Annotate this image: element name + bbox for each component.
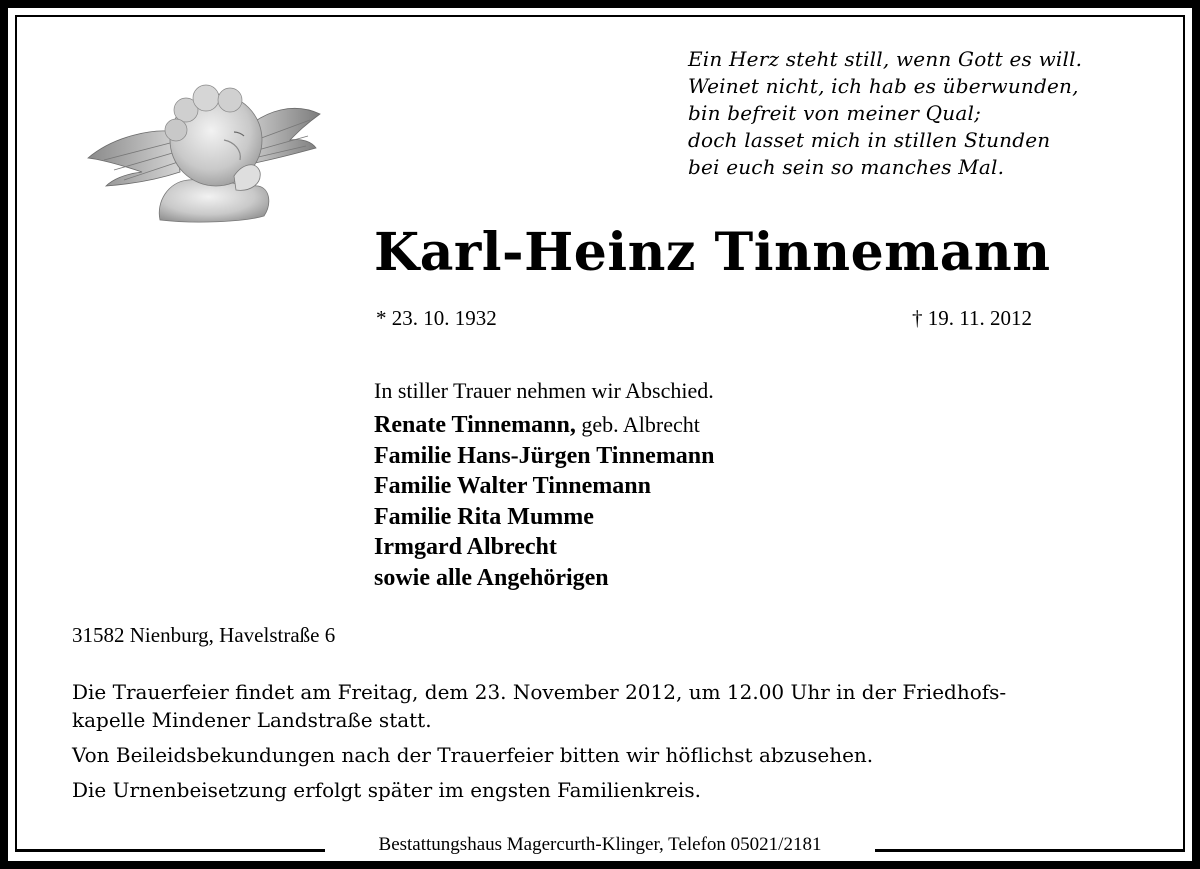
poem-line: doch lasset mich in stillen Stunden — [688, 128, 1051, 152]
footer-rule-right — [873, 850, 1185, 852]
mourner-item — [374, 502, 715, 533]
ceremony-line: Die Trauerfeier findet am Freitag, dem 23. November 2012, um 12.00 Uhr in der Friedhofs- — [72, 680, 1007, 704]
ceremony-paragraph — [72, 678, 1152, 734]
footer — [0, 834, 1200, 858]
deceased-name: Karl-Heinz Tinnemann — [374, 222, 1051, 283]
mourner-name: sowie alle Angehörigen — [374, 564, 609, 591]
mourner-list — [374, 410, 715, 593]
mourner-item — [374, 441, 715, 472]
mourner-name: Familie Walter Tinnemann — [374, 473, 651, 499]
poem-line: Weinet nicht, ich hab es überwunden, — [688, 74, 1079, 98]
mourner-name: Familie Rita Mumme — [374, 503, 594, 530]
mourner-name: Familie Hans-Jürgen Tinnemann — [374, 442, 715, 469]
poem-line: bin befreit von meiner Qual; — [688, 101, 982, 125]
funeral-home-contact: Bestattungshaus Magercurth-Klinger, Telefon 05021/2181 — [325, 834, 875, 856]
footer-rule-left — [15, 850, 327, 852]
mourner-name: Irmgard Albrecht — [374, 534, 557, 560]
mourning-intro: In stiller Trauer nehmen wir Abschied. — [374, 378, 714, 403]
mourner-item — [374, 410, 715, 441]
mourner-item — [374, 532, 715, 563]
mourner-name: Renate Tinnemann, — [374, 412, 576, 438]
poem-line: bei euch sein so manches Mal. — [688, 155, 1005, 179]
angel-image — [84, 80, 324, 228]
mourner-suffix: geb. Albrecht — [575, 412, 700, 437]
death-date: † 19. 11. 2012 — [912, 306, 1032, 330]
mourner-item — [374, 563, 715, 594]
family-address: 31582 Nienburg, Havelstraße 6 — [72, 623, 336, 647]
poem-line: Ein Herz steht still, wenn Gott es will. — [688, 47, 1083, 71]
condolence-note: Von Beileidsbekundungen nach der Trauerfeier bitten wir höflichst abzusehen. — [72, 743, 874, 767]
ceremony-line: kapelle Mindener Landstraße statt. — [72, 708, 432, 732]
burial-note: Die Urnenbeisetzung erfolgt später im engsten Familienkreis. — [72, 778, 701, 802]
poem — [688, 46, 1082, 181]
mourner-item — [374, 471, 715, 502]
birth-date: * 23. 10. 1932 — [376, 306, 497, 330]
ceremony-notes — [72, 678, 1152, 811]
